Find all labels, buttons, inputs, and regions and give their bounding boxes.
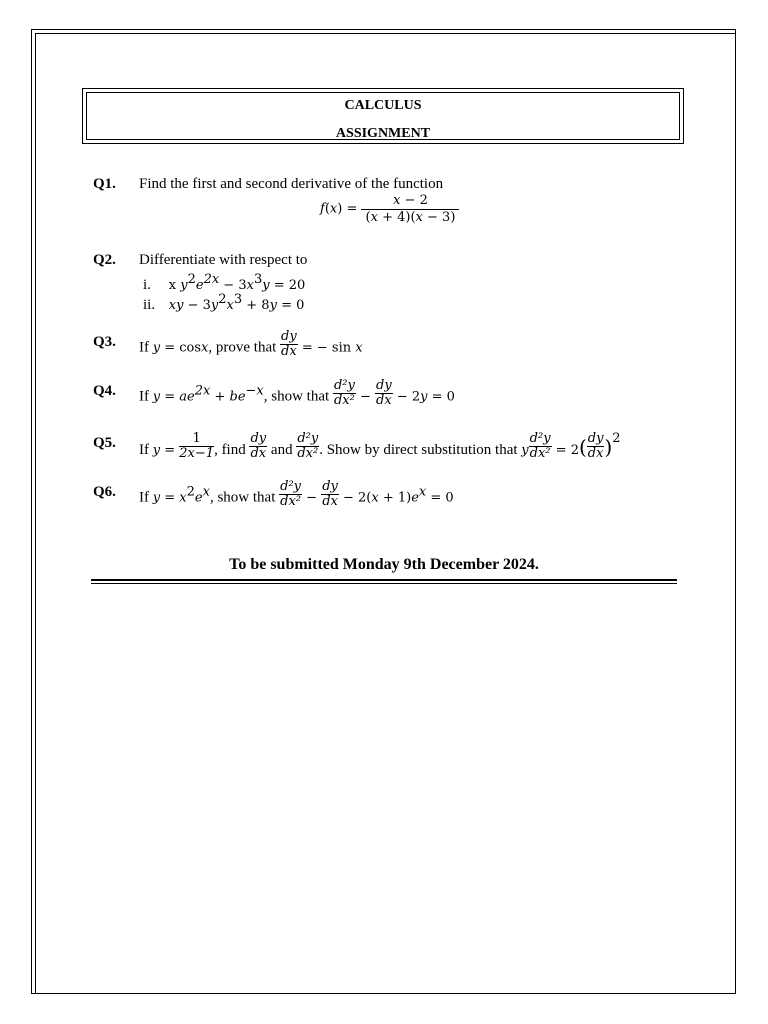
question-number: Q3. [93, 334, 116, 350]
item-label: ii. [143, 297, 156, 313]
document-title: CALCULUS [344, 98, 422, 113]
question-text: Differentiate with respect to [139, 252, 308, 268]
question-number: Q5. [93, 435, 116, 451]
question-text: , show that [209, 489, 276, 506]
item-label: i. [143, 277, 151, 293]
footer-rule [91, 579, 677, 581]
question-text: , prove that [208, 339, 277, 356]
question-number: Q6. [93, 484, 116, 500]
question-text: If [139, 388, 149, 405]
question-text: , show that [263, 388, 330, 405]
q1-equation: f(x) = $\frac{x - 2}{(x + 4)(x - 3)}$ [320, 193, 459, 226]
question-text: Find the first and second derivative of the function [139, 176, 444, 192]
question-text: If [139, 489, 149, 506]
question-text: If [139, 339, 149, 356]
question-text: . Show by direct substitution that [319, 442, 518, 458]
q2-item-ii: ii. xy − $3y^2x^3 + 8y = 0$ [143, 292, 305, 313]
question-number: Q2. [93, 252, 116, 268]
question-text: and [270, 442, 293, 458]
question-number: Q1. [93, 176, 116, 192]
footer-rule [91, 583, 677, 584]
question-number: Q4. [93, 383, 116, 399]
submission-deadline: To be submitted Monday 9th December 2024. [229, 556, 539, 573]
question-text: If [139, 442, 149, 458]
question-text: , find [214, 442, 246, 458]
document-subtitle: ASSIGNMENT [335, 126, 431, 141]
q2-item-i: i. x $y^2e^{2x} - 3x^3y = 20$ [143, 272, 306, 293]
title-box [82, 88, 684, 144]
